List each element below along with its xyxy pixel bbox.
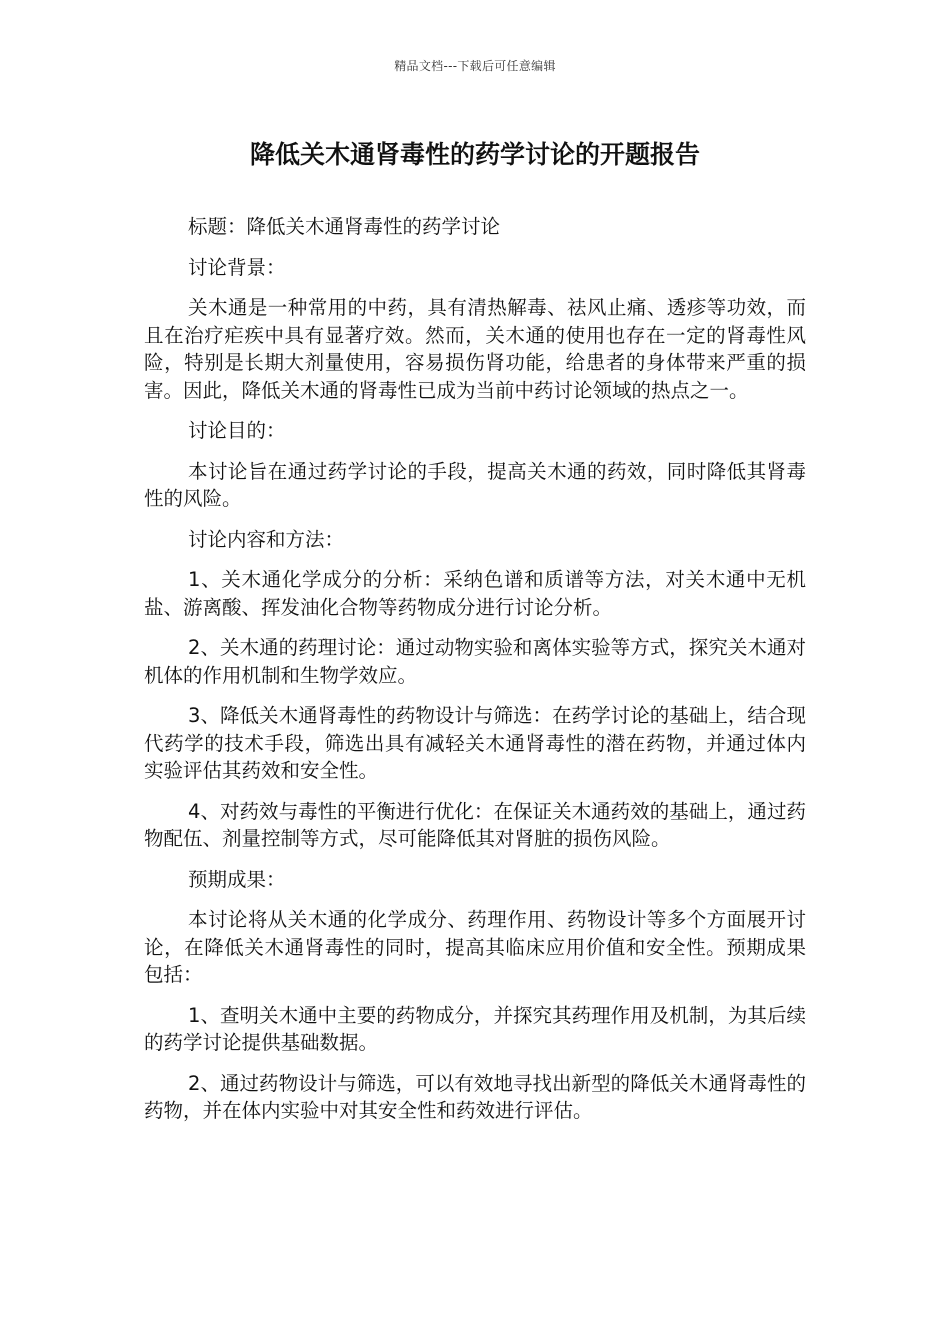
list-item-result-2: 2、通过药物设计与筛选，可以有效地寻找出新型的降低关木通肾毒性的药物，并在体内实验中对其安全性和药效进行评估。 xyxy=(144,1071,806,1122)
document-title: 降低关木通肾毒性的药学讨论的开题报告 xyxy=(249,140,700,169)
list-item-method-3: 3、降低关木通肾毒性的药物设计与筛选：在药学讨论的基础上，结合现代药学的技术手段，筛选出具有减轻关木通肾毒性的潜在药物，并通过体内实验评估其药效和安全性。 xyxy=(144,704,806,782)
list-item-method-2: 2、关木通的药理讨论：通过动物实验和离体实验等方式，探究关木通对机体的作用机制和生物学效应。 xyxy=(144,636,806,687)
paragraph-objective: 本讨论旨在通过药学讨论的手段，提高关木通的药效，同时降低其肾毒性的风险。 xyxy=(144,459,806,510)
heading-objective: 讨论目的： xyxy=(188,419,286,442)
document-body xyxy=(144,213,806,1138)
paragraph-background: 关木通是一种常用的中药，具有清热解毒、祛风止痛、透疹等功效，而且在治疗疟疾中具有显著疗效。然而，关木通的使用也存在一定的肾毒性风险，特别是长期大剂量使用，容易损伤肾功能，给患者的身体带来严重的损害。因此，降低关木通的肾毒性已成为当前中药讨论领域的热点之一。 xyxy=(144,296,806,402)
list-item-result-1: 1、查明关木通中主要的药物成分，并探究其药理作用及机制，为其后续的药学讨论提供基础数据。 xyxy=(144,1003,806,1054)
header-note: 精品文档---下载后可任意编辑 xyxy=(394,59,556,73)
paragraph-expected-results: 本讨论将从关木通的化学成分、药理作用、药物设计等多个方面展开讨论，在降低关木通肾毒性的同时，提高其临床应用价值和安全性。预期成果包括： xyxy=(144,908,806,986)
heading-methods: 讨论内容和方法： xyxy=(188,527,345,551)
heading-expected-results: 预期成果： xyxy=(188,867,286,891)
heading-background: 讨论背景： xyxy=(188,255,286,279)
list-item-method-1: 1、关木通化学成分的分析：采纳色谱和质谱等方法，对关木通中无机盐、游离酸、挥发油化合物等药物成分进行讨论分析。 xyxy=(144,568,806,619)
list-item-method-4: 4、对药效与毒性的平衡进行优化：在保证关木通药效的基础上，通过药物配伍、剂量控制等方式，尽可能降低其对肾脏的损伤风险。 xyxy=(144,799,806,850)
paragraph-subject: 标题：降低关木通肾毒性的药学讨论 xyxy=(188,215,501,238)
